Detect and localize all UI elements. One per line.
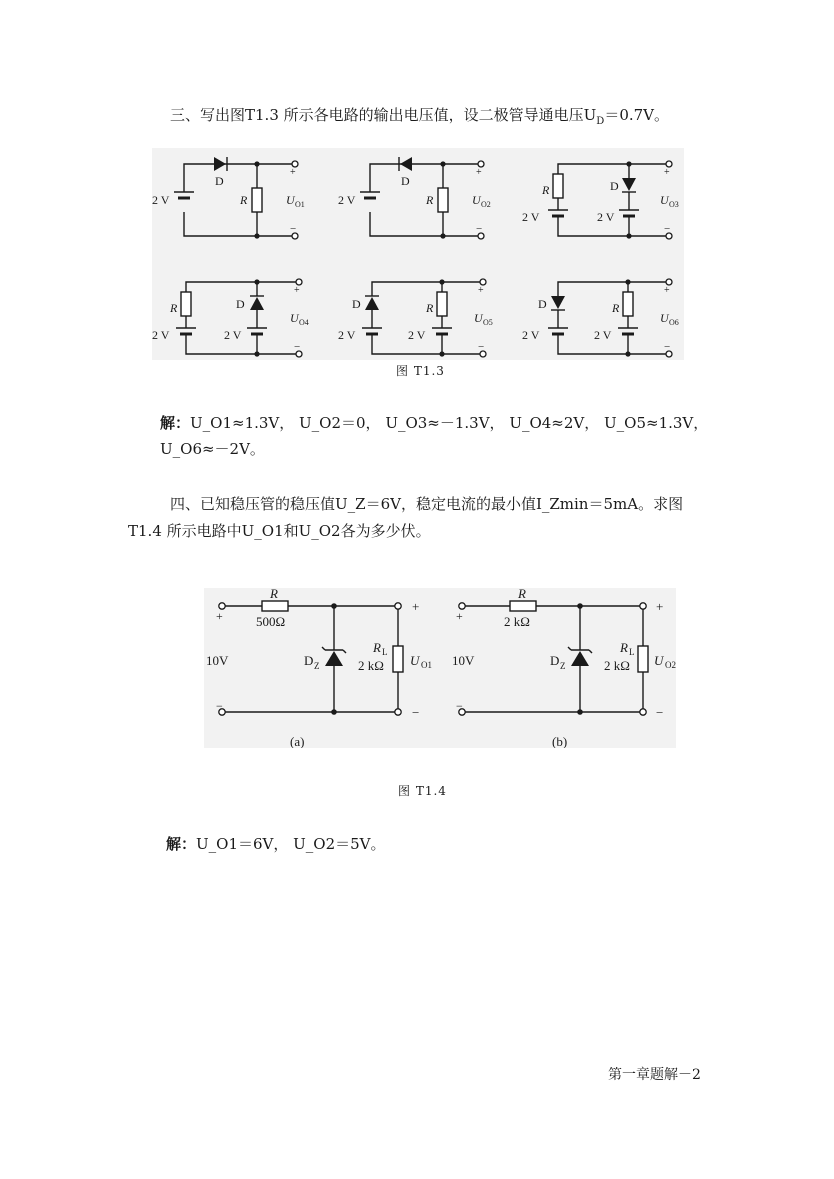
circuit-a-zener-sub: Z xyxy=(314,661,320,671)
diode-icon xyxy=(365,297,379,310)
resistor-icon xyxy=(438,188,448,212)
circuit-b-label: (b) xyxy=(552,734,568,748)
circuit-5-resistor-label: R xyxy=(426,301,434,315)
circuit-3-resistor-label: R xyxy=(542,183,550,197)
problem4-statement-line2: T1.4 所示电路中U_O1和U_O2各为多少伏。 xyxy=(128,522,431,540)
circuit-b-in-minus: − xyxy=(456,699,463,713)
circuit-4-diode-label: D xyxy=(236,297,245,311)
resistor-icon xyxy=(623,292,633,316)
figure-t1-3-caption: 图 T1.3 xyxy=(396,364,445,378)
figure-t1-4 xyxy=(204,588,676,748)
circuit-2-voltage: 2 V xyxy=(338,193,356,207)
problem3-answer-line2: U_O6≈－2V。 xyxy=(160,440,265,458)
problem4-answer xyxy=(166,833,386,855)
resistor-icon xyxy=(510,601,536,611)
circuit-3-minus: − xyxy=(664,223,671,235)
circuit-4-plus: + xyxy=(294,285,300,296)
problem3-answer-line1: U_O1≈1.3V， U_O2＝0， U_O3≈－1.3V， U_O4≈2V， U_O5≈1.3V， xyxy=(190,414,709,432)
circuit-3-voltage1: 2 V xyxy=(522,210,540,224)
problem4-answer-text: U_O1＝6V， U_O2＝5V。 xyxy=(196,835,386,853)
zener-icon xyxy=(325,651,343,666)
circuit-2-plus: + xyxy=(476,167,482,178)
circuit-a-load-sub: L xyxy=(382,647,388,657)
circuit-b xyxy=(452,588,676,748)
circuit-2-diode-label: D xyxy=(401,174,410,188)
circuit-3 xyxy=(522,161,679,239)
circuit-1-plus: + xyxy=(290,167,296,178)
circuit-a-out-minus: − xyxy=(412,705,420,720)
circuit-a-source: 10V xyxy=(206,653,229,668)
circuit-2-resistor-label: R xyxy=(426,193,434,207)
circuit-5-voltage1: 2 V xyxy=(338,328,356,342)
circuit-6-voltage1: 2 V xyxy=(522,328,540,342)
problem3-statement-sub: D xyxy=(596,116,605,127)
circuit-2-minus: − xyxy=(476,223,483,235)
circuit-a-out-plus: + xyxy=(412,599,420,614)
circuit-4-out-sub: O4 xyxy=(299,318,309,327)
circuit-a-resistor-label: R xyxy=(270,588,278,601)
resistor-icon xyxy=(437,292,447,316)
circuit-a-in-minus: − xyxy=(216,699,223,713)
circuit-a-load-value: 2 kΩ xyxy=(358,658,384,673)
circuit-a-label: (a) xyxy=(290,734,305,748)
zener-icon xyxy=(571,651,589,666)
resistor-icon xyxy=(181,292,191,316)
problem3-statement xyxy=(170,104,669,133)
circuit-5-out: U xyxy=(474,311,483,325)
circuit-3-out-sub: O3 xyxy=(669,200,679,209)
circuit-5-out-sub: O5 xyxy=(483,318,493,327)
circuit-6-out: U xyxy=(660,311,669,325)
resistor-icon xyxy=(553,174,563,198)
load-resistor-icon xyxy=(638,646,648,672)
circuit-b-out-sub: O2 xyxy=(665,660,676,670)
circuit-2 xyxy=(338,157,491,239)
circuit-1-resistor-label: R xyxy=(240,193,248,207)
resistor-icon xyxy=(252,188,262,212)
problem3-statement-end: ＝0.7V。 xyxy=(604,106,670,124)
circuit-b-source: 10V xyxy=(452,653,475,668)
circuit-4-voltage2: 2 V xyxy=(224,328,242,342)
figure-t1-3-svg xyxy=(152,148,684,360)
circuit-1-diode-label: D xyxy=(215,174,224,188)
circuit-4-minus: − xyxy=(294,341,301,353)
circuit-3-voltage2: 2 V xyxy=(597,210,615,224)
circuit-b-out: U xyxy=(654,653,664,668)
circuit-4 xyxy=(152,279,309,357)
diode-icon xyxy=(622,178,636,191)
problem3-answer-label: 解： xyxy=(160,414,191,432)
circuit-a-in-plus: + xyxy=(216,609,223,623)
problem4-answer-label: 解： xyxy=(166,835,197,853)
circuit-1-out: U xyxy=(286,193,295,207)
circuit-5 xyxy=(338,279,493,357)
circuit-3-plus: + xyxy=(664,167,670,178)
problem3-answer xyxy=(160,412,708,434)
circuit-b-resistor-label: R xyxy=(518,588,526,601)
diode-icon xyxy=(214,157,226,171)
circuit-6-out-sub: O6 xyxy=(669,318,679,327)
circuit-1 xyxy=(152,157,305,239)
circuit-3-diode-label: D xyxy=(610,179,619,193)
diode-icon xyxy=(551,296,565,309)
circuit-1-voltage: 2 V xyxy=(152,193,170,207)
figure-t1-4-svg xyxy=(204,588,676,748)
circuit-a-out-sub: O1 xyxy=(421,660,432,670)
diode-icon xyxy=(250,297,264,310)
circuit-1-minus: − xyxy=(290,223,297,235)
circuit-4-resistor-label: R xyxy=(170,301,178,315)
circuit-b-load-value: 2 kΩ xyxy=(604,658,630,673)
circuit-b-resistor-value: 2 kΩ xyxy=(504,614,530,629)
problem4-statement-line1: 四、已知稳压管的稳压值U_Z＝6V，稳定电流的最小值I_Zmin＝5mA。求图 xyxy=(170,495,684,513)
circuit-b-zener-label: D xyxy=(550,653,560,668)
circuit-2-out-sub: O2 xyxy=(481,200,491,209)
circuit-4-voltage1: 2 V xyxy=(152,328,170,342)
circuit-6-diode-label: D xyxy=(538,297,547,311)
circuit-a-load-label: R xyxy=(373,640,381,655)
figure-t1-4-caption: 图 T1.4 xyxy=(398,784,447,798)
circuit-a xyxy=(206,588,432,748)
circuit-5-minus: − xyxy=(478,341,485,353)
circuit-6-plus: + xyxy=(664,285,670,296)
circuit-6-voltage2: 2 V xyxy=(594,328,612,342)
resistor-icon xyxy=(262,601,288,611)
diode-icon xyxy=(400,157,412,171)
circuit-6 xyxy=(522,279,679,357)
load-resistor-icon xyxy=(393,646,403,672)
page-footer: 第一章题解－2 xyxy=(608,1067,701,1083)
circuit-6-minus: − xyxy=(664,341,671,353)
circuit-5-diode-label: D xyxy=(352,297,361,311)
circuit-b-load-sub: L xyxy=(629,647,635,657)
circuit-2-out: U xyxy=(472,193,481,207)
circuit-4-out: U xyxy=(290,311,299,325)
circuit-a-resistor-value: 500Ω xyxy=(256,614,286,629)
circuit-5-plus: + xyxy=(478,285,484,296)
circuit-b-out-plus: + xyxy=(656,599,664,614)
problem3-statement-text: 三、写出图T1.3 所示各电路的输出电压值，设二极管导通电压U xyxy=(170,106,597,124)
circuit-5-voltage2: 2 V xyxy=(408,328,426,342)
circuit-b-in-plus: + xyxy=(456,609,463,623)
circuit-a-out: U xyxy=(410,653,420,668)
circuit-6-resistor-label: R xyxy=(612,301,620,315)
circuit-1-out-sub: O1 xyxy=(295,200,305,209)
figure-t1-3 xyxy=(152,148,684,360)
circuit-a-zener-label: D xyxy=(304,653,314,668)
circuit-3-out: U xyxy=(660,193,669,207)
circuit-b-zener-sub: Z xyxy=(560,661,566,671)
circuit-b-load-label: R xyxy=(620,640,628,655)
circuit-b-out-minus: − xyxy=(656,705,664,720)
